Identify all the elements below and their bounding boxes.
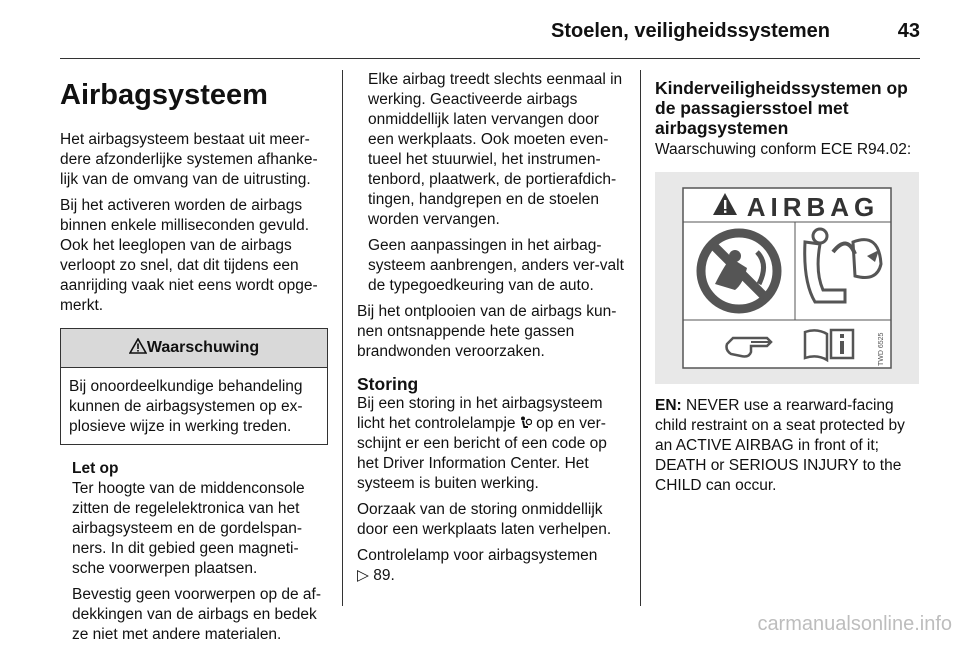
paragraph: Ter hoogte van de middenconsole zitten de regelelektronica van het airbagsysteem en de gordelspan-ners. In dit gebied geen magneti-sche voorwerpen plaatsen.: [72, 480, 305, 577]
paragraph: Bij het ontplooien van de airbags kun-nen ontsnappende hete gassen brandwonden veroorzaken.: [357, 303, 617, 360]
indented-block: [357, 70, 625, 296]
watermark: carmanualsonline.info: [757, 613, 952, 635]
paragraph: Bevestig geen voorwerpen op de af-dekkingen van de airbags en bedek ze niet met andere materialen.: [72, 586, 322, 643]
airbag-warning-figure: [655, 172, 919, 384]
paragraph: Oorzaak van de storing onmiddellijk door een werkplaats laten verhelpen.: [357, 501, 612, 538]
airbag-warning-label-illustration: [655, 172, 919, 384]
paragraph: Elke airbag treedt slechts eenmaal in werking. Geactiveerde airbags onmiddellijk laten vervangen door een werkplaats. Ook moeten even-tueel het stuurwiel, het instrumen-tenbord, plaatwerk, de portierafdich-tingen, handgrepen en de stoelen worden vervangen.: [368, 71, 623, 228]
header-divider: [60, 58, 920, 59]
paragraph: [357, 394, 625, 494]
text-fragment: op en ver-schijnt er een bericht of een code op het Driver Information Center. Het systeem is buiten werking.: [357, 415, 607, 492]
page-reference-arrow-icon: ▷: [357, 567, 369, 584]
heading-airbagsysteem: Airbagsysteem: [60, 79, 268, 111]
text-fragment: Controlelamp voor airbagsystemen: [357, 547, 598, 564]
column-divider: [342, 70, 343, 606]
page-number: 43: [897, 20, 920, 42]
section-title: Stoelen, veiligheidssystemen: [551, 20, 830, 42]
paragraph: Bij het activeren worden de airbags binnen enkele milliseconden gevuld. Ook het leeglopen van de airbags verloopt zo snel, dat dit tijdens een aanrijding vaak niet eens wordt opge-merkt.: [60, 197, 318, 314]
note-title: Let op: [72, 460, 119, 477]
paragraph: [357, 546, 625, 586]
paragraph: [655, 396, 923, 496]
column-divider: [640, 70, 641, 606]
paragraph: Geen aanpassingen in het airbag-systeem aanbrengen, anders ver-valt de typegoedkeuring van de auto.: [368, 237, 624, 294]
warning-box: [60, 328, 328, 445]
figure-code: TWD 6525: [878, 332, 885, 366]
language-label: EN:: [655, 397, 682, 414]
subtitle: Waarschuwing conform ECE R94.02:: [655, 141, 912, 158]
column-3: [655, 70, 923, 502]
figure-label: AIRBAG: [746, 192, 880, 222]
heading-kinderveiligheid: Kinderveiligheidssystemen op de passagiersstoel met airbagsystemen: [655, 78, 908, 138]
heading-storing: Storing: [357, 374, 419, 394]
column-2: [357, 70, 625, 586]
warning-triangle-icon: [129, 338, 147, 354]
note-block: [60, 459, 328, 645]
warning-text: Bij onoordeelkundige behandeling kunnen de airbagsystemen op ex-plosieve wijze in werking treden.: [69, 378, 303, 435]
text-fragment: Bij een storing in het airbagsysteem licht het controlelampje: [357, 395, 603, 432]
warning-box-header: [61, 329, 327, 368]
page-header: [60, 0, 920, 56]
text-fragment: NEVER use a rearward-facing child restraint on a seat protected by an ACTIVE AIRBAG in front of it; DEATH or SERIOUS INJURY to the CHILD can occur.: [655, 397, 905, 494]
column-1: [60, 70, 328, 651]
page-reference-link[interactable]: 89.: [373, 567, 395, 584]
paragraph: Het airbagsysteem bestaat uit meer-dere afzonderlijke systemen afhanke-lijk van de omvang van de uitrusting.: [60, 131, 318, 188]
airbag-lamp-icon: [520, 416, 532, 430]
warning-title: Waarschuwing: [146, 339, 260, 356]
